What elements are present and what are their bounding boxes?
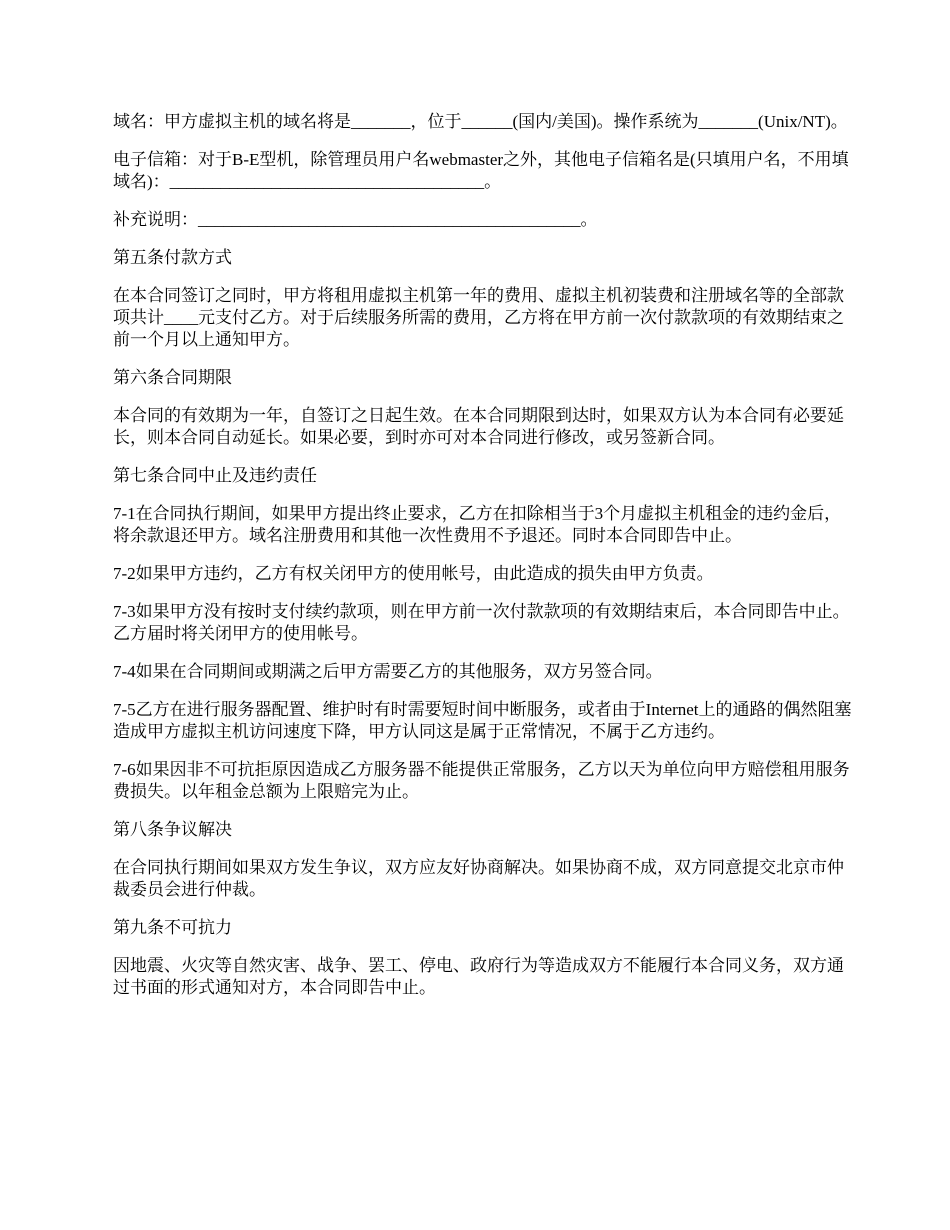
paragraph-clause-7-6: 7-6如果因非不可抗拒原因造成乙方服务器不能提供正常服务，乙方以天为单位向甲方赔偿租用服务费损失。以年租金总额为上限赔完为止。 [113, 760, 850, 801]
paragraph-clause-7-2: 7-2如果甲方违约，乙方有权关闭甲方的使用帐号，由此造成的损失由甲方负责。 [113, 564, 714, 583]
document-body [113, 111, 853, 1015]
paragraph-domain-name: 域名：甲方虚拟主机的域名将是_______，位于______(国内/美国)。操作系统为_______(Unix/NT)。 [113, 112, 848, 131]
paragraph-force-majeure: 因地震、火灾等自然灾害、战争、罢工、停电、政府行为等造成双方不能履行本合同义务，双方通过书面的形式通知对方，本合同即告中止。 [113, 956, 844, 997]
heading-article-9: 第九条不可抗力 [113, 918, 232, 937]
heading-article-7: 第七条合同中止及违约责任 [113, 466, 317, 485]
paragraph-dispute: 在合同执行期间如果双方发生争议，双方应友好协商解决。如果协商不成，双方同意提交北京市仲裁委员会进行仲裁。 [113, 858, 844, 899]
paragraph-email: 电子信箱：对于B-E型机，除管理员用户名webmaster之外，其他电子信箱名是(只填用户名，不用填域名)：_____________________________________。 [113, 150, 849, 191]
heading-article-8: 第八条争议解决 [113, 820, 232, 839]
heading-article-5: 第五条付款方式 [113, 248, 232, 267]
heading-article-6: 第六条合同期限 [113, 368, 232, 387]
paragraph-clause-7-1: 7-1在合同执行期间，如果甲方提出终止要求，乙方在扣除相当于3个月虚拟主机租金的违约金后，将余款退还甲方。域名注册费用和其他一次性费用不予退还。同时本合同即告中止。 [113, 504, 842, 545]
paragraph-supplement: 补充说明：_____________________________________________。 [113, 210, 598, 229]
paragraph-clause-7-4: 7-4如果在合同期间或期满之后甲方需要乙方的其他服务，双方另签合同。 [113, 662, 663, 681]
paragraph-clause-7-3: 7-3如果甲方没有按时支付续约款项，则在甲方前一次付款款项的有效期结束后，本合同即告中止。乙方届时将关闭甲方的使用帐号。 [113, 602, 850, 643]
paragraph-clause-7-5: 7-5乙方在进行服务器配置、维护时有时需要短时间中断服务，或者由于Internet上的通路的偶然阻塞造成甲方虚拟主机访问速度下降，甲方认同这是属于正常情况，不属于乙方违约。 [113, 700, 852, 741]
paragraph-payment: 在本合同签订之同时，甲方将租用虚拟主机第一年的费用、虚拟主机初装费和注册域名等的全部款项共计____元支付乙方。对于后续服务所需的费用，乙方将在甲方前一次付款款项的有效期结束之前一个月以上通知甲方。 [113, 286, 844, 349]
paragraph-term: 本合同的有效期为一年，自签订之日起生效。在本合同期限到达时，如果双方认为本合同有必要延长，则本合同自动延长。如果必要，到时亦可对本合同进行修改，或另签新合同。 [113, 406, 844, 447]
